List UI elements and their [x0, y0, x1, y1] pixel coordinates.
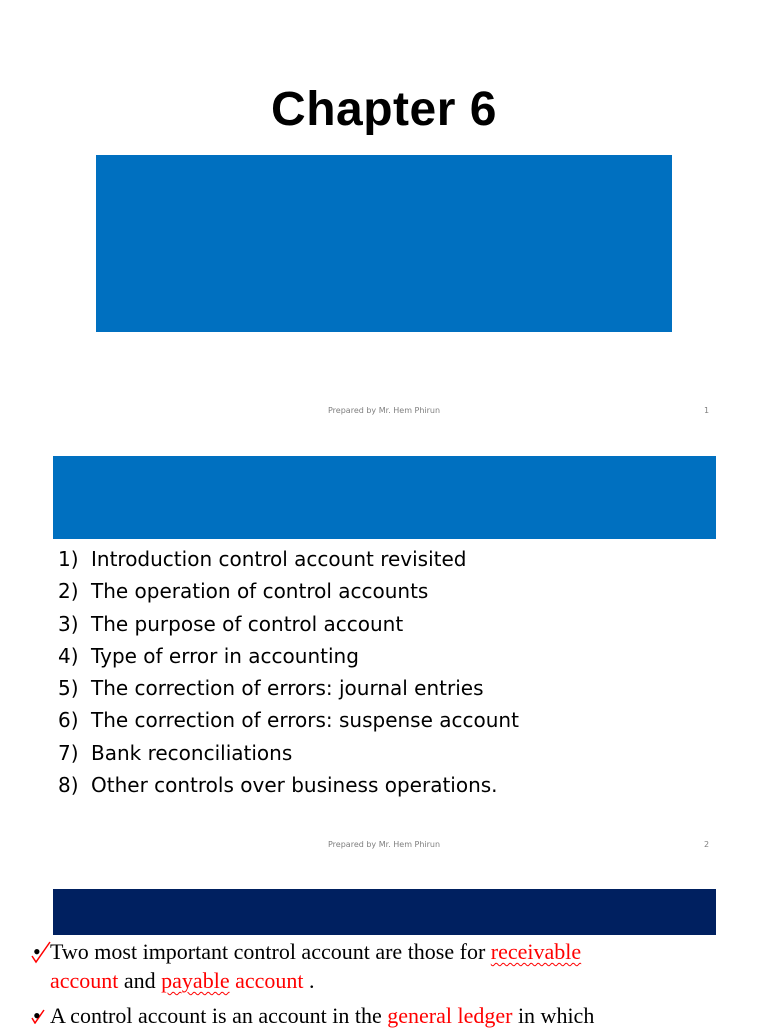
list-item: 7) Bank reconciliations	[58, 740, 293, 765]
section-banner	[53, 889, 716, 935]
slide-footer: Prepared by Mr. Hem Phirun	[328, 406, 441, 415]
list-item: 1) Introduction control account revisited	[58, 547, 467, 571]
contents-list	[58, 543, 519, 801]
list-item: 3) The purpose of control account	[58, 611, 404, 636]
list-item: 2) The operation of control accounts	[58, 579, 429, 604]
list-item: 6) The correction of errors: suspense account	[58, 708, 519, 733]
highlighted-term: general ledger	[387, 1003, 513, 1028]
paragraph: • A control account is an account in the general ledger in which	[33, 1003, 595, 1028]
list-item: 5) The correction of errors: journal entries	[58, 676, 484, 701]
page-number: 2	[704, 840, 710, 849]
list-item: 8) Other controls over business operations.	[58, 773, 498, 798]
paragraph: • Two most important control account are those for receivable account and payable account .	[33, 939, 582, 993]
slide-footer: Prepared by Mr. Hem Phirun	[328, 840, 441, 849]
highlighted-term: account	[50, 968, 119, 993]
page-number: 1	[704, 406, 710, 415]
title-banner	[96, 155, 672, 332]
bullet-icon: •	[33, 939, 41, 964]
highlighted-term: payable	[161, 968, 230, 993]
bullet-icon: •	[33, 1003, 41, 1028]
contents-banner	[53, 456, 716, 539]
slide-title: Chapter 6	[271, 83, 497, 136]
list-item: 4) Type of error in accounting	[58, 643, 359, 668]
highlighted-term: receivable	[490, 939, 582, 964]
